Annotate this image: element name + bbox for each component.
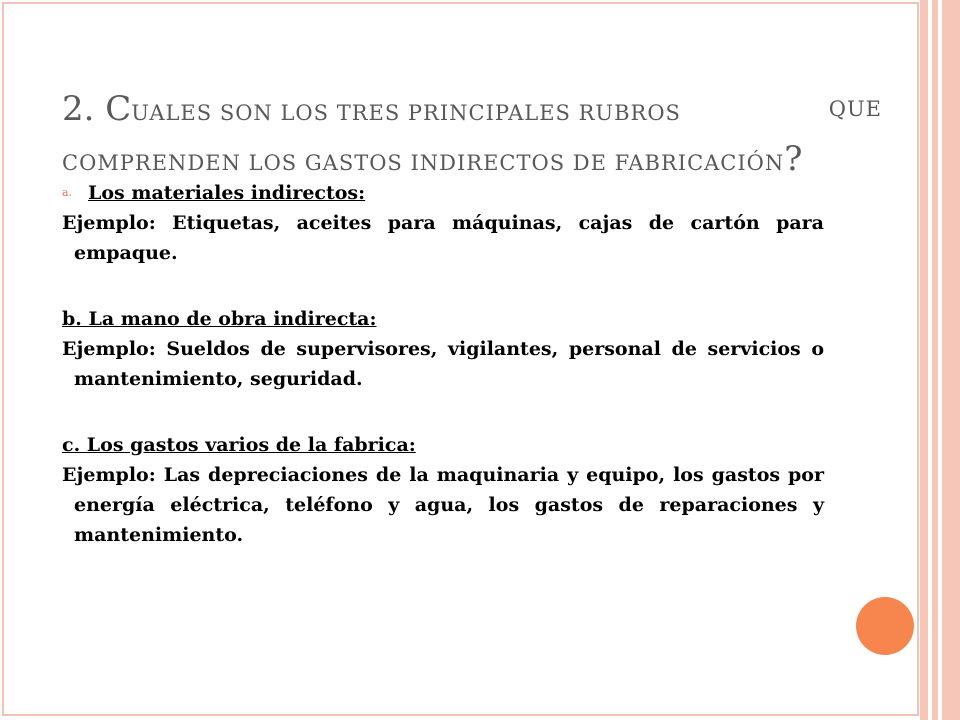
slide-title <box>62 86 882 186</box>
item-b-heading: b. La mano de obra indirecta: <box>62 308 377 330</box>
item-a-example: Ejemplo: Etiquetas, aceites para máquinas, cajas de cartón para empaque. <box>62 212 824 264</box>
title-question-mark: ? <box>784 139 803 179</box>
side-stripe-3 <box>942 0 960 720</box>
item-c-heading-line <box>62 430 824 460</box>
item-c-example: Ejemplo: Las depreciaciones de la maquinaria y equipo, los gastos por energía eléctrica, teléfono y agua, los gastos de reparaciones y mantenimiento. <box>62 464 824 546</box>
item-b-example: Ejemplo: Sueldos de supervisores, vigilantes, personal de servicios o mantenimiento, seguridad. <box>62 338 824 390</box>
title-first-part <box>62 86 681 136</box>
list-marker-a: a. <box>62 186 73 199</box>
side-stripe-1 <box>920 0 928 720</box>
spacer <box>62 268 824 304</box>
decorative-side-stripes <box>920 0 960 720</box>
item-a-heading-line <box>62 178 824 208</box>
title-text-1: UALES SON LOS TRES PRINCIPALES RUBROS <box>131 101 681 125</box>
slide-content <box>62 178 824 550</box>
side-stripe-2 <box>932 0 938 720</box>
spacer <box>62 394 824 430</box>
item-a-heading: Los materiales indirectos: <box>88 182 366 204</box>
title-number-and-initial: 2. C <box>62 89 132 129</box>
item-c-heading: c. Los gastos varios de la fabrica: <box>62 434 416 456</box>
title-text-2: QUE <box>828 97 882 121</box>
title-text-3: COMPRENDEN LOS GASTOS INDIRECTOS DE FABRICACIÓN <box>62 151 785 175</box>
item-b-heading-line <box>62 304 824 334</box>
title-line-1 <box>62 86 882 136</box>
accent-circle <box>856 597 914 655</box>
